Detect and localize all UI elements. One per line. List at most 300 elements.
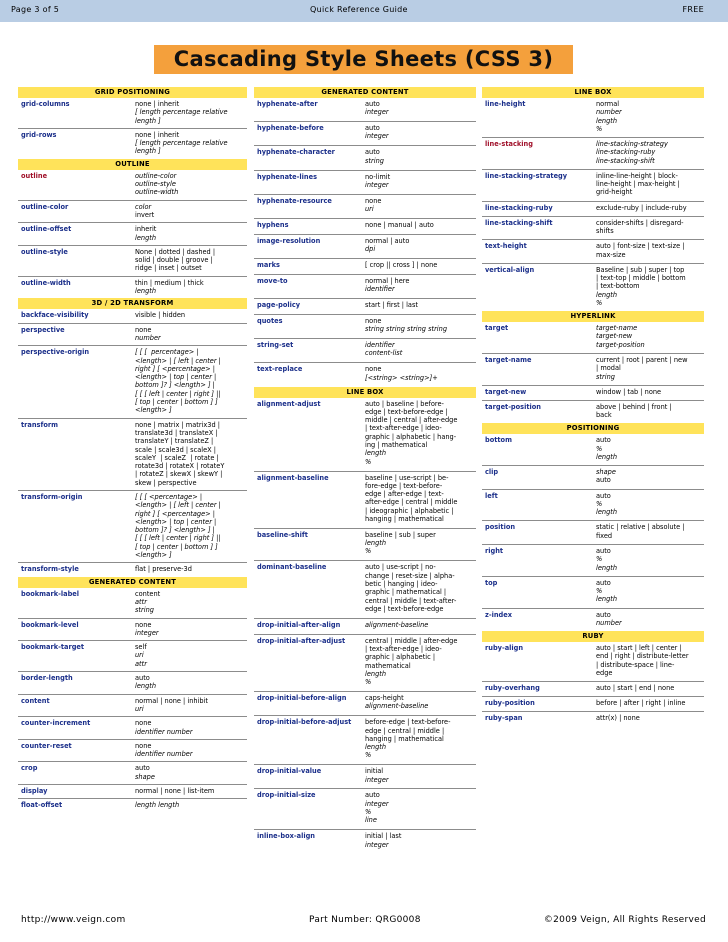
- property-values: [365, 124, 389, 141]
- property-name: text-replace: [257, 365, 303, 374]
- property-values: [596, 100, 622, 133]
- property-name: vertical-align: [485, 265, 535, 274]
- property-values: [596, 324, 645, 349]
- value-line: %: [596, 298, 603, 307]
- value-line: [ top | center | bottom ] ]: [135, 542, 218, 551]
- value-line: number: [596, 618, 622, 627]
- property-name: target-position: [485, 402, 542, 411]
- property-name: grid-rows: [21, 130, 57, 139]
- section-title: GENERATED CONTENT: [18, 577, 247, 588]
- property-name: drop-initial-after-adjust: [257, 636, 346, 645]
- property-name: grid-columns: [21, 100, 70, 108]
- section: [254, 87, 476, 387]
- value-line: none: [365, 316, 382, 325]
- value-line: | distribute-space | line-: [596, 660, 675, 669]
- property-values: [135, 801, 179, 809]
- property-values: [365, 694, 428, 711]
- property-row: [482, 711, 704, 726]
- value-line: translateY | translateZ |: [135, 437, 214, 446]
- property-name: target: [485, 324, 509, 333]
- property-row: [18, 98, 247, 128]
- value-line: auto | start | left | center |: [596, 643, 682, 652]
- property-values: [365, 261, 437, 269]
- value-line: graphic | alphabetic | hang-: [365, 432, 457, 441]
- value-line: color: [135, 202, 152, 211]
- value-line: %: [596, 587, 603, 596]
- property-values: [135, 565, 192, 573]
- property-values: [135, 621, 159, 638]
- property-name: move-to: [257, 276, 288, 285]
- property-values: [135, 225, 156, 242]
- value-line: length: [596, 508, 618, 517]
- section: [482, 631, 704, 727]
- property-row: [254, 145, 476, 169]
- value-line: content: [135, 589, 161, 598]
- property-row: [482, 544, 704, 576]
- value-line: | text-after-edge | ideo-: [365, 644, 442, 653]
- property-row: [482, 216, 704, 239]
- value-line: length: [365, 669, 387, 678]
- property-name: perspective-origin: [21, 348, 90, 357]
- value-line: uri: [135, 704, 144, 713]
- property-row: [482, 608, 704, 631]
- property-values: [365, 100, 389, 117]
- value-line: dpi: [365, 245, 376, 254]
- value-line: integer: [135, 628, 159, 637]
- section-title: POSITIONING: [482, 423, 704, 434]
- property-values: [135, 279, 204, 296]
- property-values: [365, 277, 409, 294]
- property-values: [596, 388, 661, 396]
- value-line: scaleY | scaleZ | rotate |: [135, 453, 219, 462]
- property-row: [254, 634, 476, 691]
- property-row: [18, 716, 247, 739]
- property-values: [135, 131, 228, 156]
- value-line: central | middle | after-edge: [365, 636, 458, 645]
- value-line: integer: [365, 840, 389, 849]
- property-row: [254, 764, 476, 788]
- property-name: transform-origin: [21, 492, 83, 501]
- property-values: [365, 400, 457, 466]
- property-values: [135, 493, 221, 559]
- property-row: [18, 276, 247, 299]
- value-line: caps-height: [365, 694, 404, 703]
- property-name: drop-initial-after-align: [257, 620, 341, 629]
- value-line: length: [365, 743, 387, 752]
- property-row: [254, 170, 476, 194]
- property-values: [135, 203, 154, 220]
- property-row: [482, 201, 704, 216]
- value-line: | text-bottom: [596, 282, 640, 291]
- value-line: identifier number: [135, 727, 193, 736]
- value-line: string: [365, 156, 384, 165]
- value-line: none: [365, 196, 382, 205]
- value-line: alignment-baseline: [365, 620, 429, 629]
- property-values: [596, 714, 640, 722]
- value-line: mathematical: [365, 661, 411, 670]
- property-name: float-offset: [21, 801, 63, 810]
- property-name: bottom: [485, 436, 512, 445]
- property-row: [482, 681, 704, 696]
- section-title: LINE BOX: [482, 87, 704, 98]
- property-values: [135, 348, 221, 414]
- section-title: HYPERLINK: [482, 311, 704, 322]
- property-name: outline-style: [21, 247, 68, 256]
- value-line: %: [596, 444, 603, 453]
- top-header-bar: [0, 0, 728, 22]
- value-line: none: [135, 719, 152, 728]
- section: [482, 311, 704, 423]
- property-values: [135, 421, 224, 487]
- property-name: marks: [257, 261, 280, 270]
- value-line: invert: [135, 210, 155, 219]
- property-values: [596, 219, 684, 236]
- property-row: [254, 258, 476, 274]
- property-name: drop-initial-before-adjust: [257, 718, 352, 727]
- value-line: none: [135, 325, 152, 334]
- value-line: exclude-ruby | include-ruby: [596, 203, 687, 212]
- value-line: none | inherit: [135, 100, 180, 108]
- property-name: hyphenate-resource: [257, 196, 332, 205]
- property-values: [596, 611, 622, 628]
- property-row: [254, 691, 476, 715]
- page-number: Page 3 of 5: [11, 5, 60, 14]
- property-name: outline-offset: [21, 225, 72, 234]
- property-values: [596, 547, 617, 572]
- property-name: transform: [21, 420, 58, 429]
- property-name: counter-increment: [21, 719, 91, 728]
- value-line: %: [596, 124, 603, 133]
- value-line: end | right | distribute-letter: [596, 652, 689, 661]
- value-line: [ [ [ left | center | right ] ||: [135, 534, 221, 543]
- property-name: dominant-baseline: [257, 563, 327, 572]
- value-line: identifier number: [135, 750, 193, 759]
- property-name: crop: [21, 764, 38, 773]
- property-name: hyphenate-character: [257, 148, 335, 157]
- property-name: ruby-position: [485, 699, 535, 708]
- property-name: outline: [21, 171, 48, 180]
- value-line: betic | hanging | ideo-: [365, 579, 438, 588]
- value-line: graphic | mathematical |: [365, 588, 447, 597]
- value-line: visible | hidden: [135, 311, 186, 320]
- property-row: [482, 520, 704, 543]
- value-line: auto: [135, 764, 150, 773]
- property-row: [18, 128, 247, 159]
- value-line: | text-after-edge | ideo-: [365, 424, 442, 433]
- free-label: FREE: [682, 5, 704, 14]
- value-line: change | reset-size | alpha-: [365, 571, 455, 580]
- value-line: %: [365, 678, 372, 687]
- property-row: [254, 715, 476, 764]
- property-row: [18, 309, 247, 322]
- section: [18, 577, 247, 813]
- property-values: [365, 317, 447, 334]
- value-line: length: [596, 290, 618, 299]
- value-line: string string string string: [365, 325, 448, 334]
- property-row: [18, 323, 247, 346]
- value-line: uri: [365, 205, 374, 214]
- property-row: [254, 218, 476, 234]
- value-line: %: [365, 808, 372, 817]
- property-name: line-stacking-strategy: [485, 171, 568, 180]
- value-line: auto | start | end | none: [596, 684, 675, 693]
- property-name: drop-initial-value: [257, 767, 322, 776]
- property-values: [365, 197, 381, 214]
- property-row: [254, 194, 476, 218]
- value-line: consider-shifts | disregard-: [596, 218, 684, 227]
- property-name: page-policy: [257, 301, 301, 310]
- property-name: quotes: [257, 316, 283, 325]
- property-values: [365, 531, 436, 556]
- value-line: solid | double | groove |: [135, 256, 213, 265]
- value-line: before | after | right | inline: [596, 699, 686, 708]
- property-row: [18, 739, 247, 762]
- property-row: [254, 788, 476, 829]
- property-values: [596, 403, 672, 420]
- property-name: perspective: [21, 325, 65, 334]
- value-line: length: [135, 287, 157, 296]
- value-line: <length> | [ left | center |: [135, 501, 221, 510]
- value-line: [ crop || cross ] | none: [365, 261, 438, 270]
- footer-url[interactable]: http://www.veign.com: [21, 915, 126, 925]
- property-values: [365, 341, 402, 358]
- value-line: number: [596, 108, 622, 117]
- property-name: line-stacking: [485, 140, 533, 149]
- property-name: z-index: [485, 610, 512, 619]
- property-name: alignment-baseline: [257, 473, 329, 482]
- property-name: ruby-span: [485, 714, 523, 723]
- section: [18, 159, 247, 299]
- property-row: [482, 696, 704, 711]
- property-row: [18, 618, 247, 641]
- property-values: [596, 266, 686, 307]
- property-values: [135, 100, 228, 125]
- value-line: graphic | alphabetic |: [365, 653, 436, 662]
- value-line: inherit: [135, 225, 157, 234]
- property-name: left: [485, 491, 498, 500]
- property-name: content: [21, 696, 50, 705]
- value-line: length length: [135, 801, 180, 810]
- value-line: %: [596, 499, 603, 508]
- property-values: [596, 242, 684, 259]
- section: [18, 298, 247, 576]
- guide-label: Quick Reference Guide: [310, 5, 408, 14]
- value-line: identifier: [365, 341, 395, 350]
- section-title: 3D / 2D TRANSFORM: [18, 298, 247, 309]
- property-row: [482, 465, 704, 488]
- property-values: [135, 326, 161, 343]
- value-line: length: [365, 539, 387, 548]
- value-line: line-stacking-shift: [596, 156, 655, 165]
- property-row: [482, 642, 704, 681]
- value-line: target-name: [596, 324, 638, 333]
- property-values: [365, 301, 418, 309]
- value-line: edge | after-edge | text-: [365, 490, 444, 499]
- value-line: no-limit: [365, 172, 391, 181]
- property-values: [365, 621, 428, 629]
- value-line: grid-height: [596, 188, 633, 197]
- value-line: shape: [135, 772, 155, 781]
- value-line: length: [596, 116, 618, 125]
- value-line: baseline | use-script | be-: [365, 473, 449, 482]
- value-line: length: [135, 233, 157, 242]
- property-name: clip: [485, 468, 499, 477]
- property-values: [365, 637, 457, 687]
- property-values: [135, 742, 193, 759]
- property-row: [254, 274, 476, 298]
- value-line: identifier: [365, 285, 395, 294]
- value-line: length ]: [135, 116, 161, 125]
- value-line: before-edge | text-before-: [365, 718, 451, 727]
- value-line: line-stacking-ruby: [596, 148, 656, 157]
- value-line: normal | none | inhibit: [135, 696, 209, 705]
- property-row: [482, 353, 704, 385]
- property-name: top: [485, 578, 498, 587]
- value-line: translate3d | translateX |: [135, 428, 218, 437]
- value-line: normal | auto: [365, 236, 410, 245]
- value-line: auto: [596, 578, 611, 587]
- value-line: auto: [365, 148, 380, 157]
- value-line: auto: [135, 674, 150, 683]
- value-line: attr: [135, 659, 147, 668]
- property-row: [18, 798, 247, 812]
- property-row: [18, 170, 247, 200]
- value-line: normal | here: [365, 276, 410, 285]
- value-line: auto: [596, 491, 611, 500]
- value-line: attr: [135, 597, 147, 606]
- value-line: static | relative | absolute |: [596, 523, 685, 532]
- value-line: normal: [596, 100, 620, 108]
- property-values: [365, 365, 438, 382]
- value-line: edge | text-before-edge |: [365, 407, 448, 416]
- value-line: integer: [365, 775, 389, 784]
- property-row: [254, 121, 476, 145]
- value-line: | rotateZ | skewX | skewY |: [135, 470, 223, 479]
- property-name: image-resolution: [257, 236, 321, 245]
- property-name: ruby-overhang: [485, 684, 540, 693]
- value-line: %: [596, 555, 603, 564]
- value-line: max-size: [596, 250, 626, 259]
- property-values: [135, 590, 160, 615]
- value-line: [ [ [ <percentage> |: [135, 492, 203, 501]
- property-values: [365, 718, 451, 759]
- footer-part-number: Part Number: QRG0008: [309, 915, 421, 925]
- value-line: alignment-baseline: [365, 702, 429, 711]
- value-line: string: [135, 606, 154, 615]
- value-line: right ] [ <percentage> |: [135, 364, 215, 373]
- value-line: [ length percentage relative: [135, 139, 228, 148]
- property-row: [482, 434, 704, 465]
- property-values: [365, 221, 434, 229]
- value-line: back: [596, 411, 612, 420]
- value-line: %: [365, 751, 372, 760]
- property-name: transform-style: [21, 565, 79, 574]
- property-values: [135, 674, 156, 691]
- value-line: line-stacking-strategy: [596, 140, 668, 149]
- footer-copyright: ©2009 Veign, All Rights Reserved: [543, 915, 706, 925]
- property-values: [365, 148, 384, 165]
- value-line: | ideographic | alphabetic |: [365, 506, 454, 515]
- value-line: auto | font-size | text-size |: [596, 242, 685, 251]
- value-line: auto: [596, 546, 611, 555]
- value-line: <length> | top | center |: [135, 373, 217, 382]
- value-line: string: [596, 372, 615, 381]
- value-line: none | inherit: [135, 130, 180, 139]
- property-values: [365, 237, 409, 254]
- value-line: none | matrix | matrix3d |: [135, 420, 220, 429]
- property-values: [135, 248, 215, 273]
- property-row: [254, 338, 476, 362]
- value-line: auto: [596, 436, 611, 445]
- value-line: skew | perspective: [135, 478, 197, 487]
- property-name: inline-box-align: [257, 832, 316, 841]
- value-line: <length> | [ left | center |: [135, 356, 221, 365]
- property-values: [135, 311, 185, 319]
- property-name: drop-initial-before-align: [257, 694, 347, 703]
- property-row: [18, 640, 247, 671]
- value-line: %: [365, 547, 372, 556]
- value-line: length: [365, 449, 387, 458]
- value-line: bottom ]? ] <length> ] |: [135, 526, 215, 535]
- value-line: line: [365, 816, 377, 825]
- value-line: auto: [365, 124, 380, 133]
- value-line: length: [596, 563, 618, 572]
- value-line: ridge | inset | outset: [135, 264, 202, 273]
- column-right: [482, 87, 704, 727]
- property-values: [365, 563, 456, 613]
- value-line: right ] [ <percentage> |: [135, 509, 215, 518]
- property-name: display: [21, 787, 48, 795]
- property-row: [482, 98, 704, 137]
- property-name: text-height: [485, 242, 527, 251]
- value-line: after-edge | central | middle: [365, 498, 458, 507]
- value-line: auto: [596, 476, 611, 485]
- value-line: length: [596, 595, 618, 604]
- section-title: OUTLINE: [18, 159, 247, 170]
- value-line: thin | medium | thick: [135, 278, 204, 287]
- section: [482, 423, 704, 631]
- property-row: [18, 562, 247, 576]
- value-line: <length> ]: [135, 406, 172, 415]
- property-row: [254, 398, 476, 471]
- value-line: edge | central | middle |: [365, 726, 445, 735]
- property-values: [135, 172, 178, 197]
- value-line: above | behind | front |: [596, 402, 672, 411]
- section-title: RUBY: [482, 631, 704, 642]
- property-name: hyphenate-lines: [257, 172, 317, 181]
- value-line: rotate3d | rotateX | rotateY: [135, 462, 225, 471]
- property-row: [482, 400, 704, 423]
- value-line: [ [ [ left | center | right ] ||: [135, 389, 221, 398]
- value-line: normal | none | list-item: [135, 787, 215, 795]
- value-line: central | middle | text-after-: [365, 596, 457, 605]
- property-name: ruby-align: [485, 643, 524, 652]
- property-values: [135, 764, 155, 781]
- property-values: [135, 719, 193, 736]
- value-line: auto | use-script | no-: [365, 563, 436, 572]
- property-name: border-length: [21, 674, 73, 683]
- value-line: baseline | sub | super: [365, 530, 436, 539]
- property-values: [596, 579, 617, 604]
- value-line: none: [135, 620, 152, 629]
- value-line: none | manual | auto: [365, 220, 434, 229]
- value-line: attr(x) | none: [596, 714, 640, 723]
- value-line: hanging | mathematical: [365, 515, 444, 523]
- value-line: [ length percentage relative: [135, 108, 228, 117]
- property-row: [482, 263, 704, 311]
- property-name: hyphens: [257, 220, 289, 229]
- property-name: line-stacking-ruby: [485, 203, 553, 212]
